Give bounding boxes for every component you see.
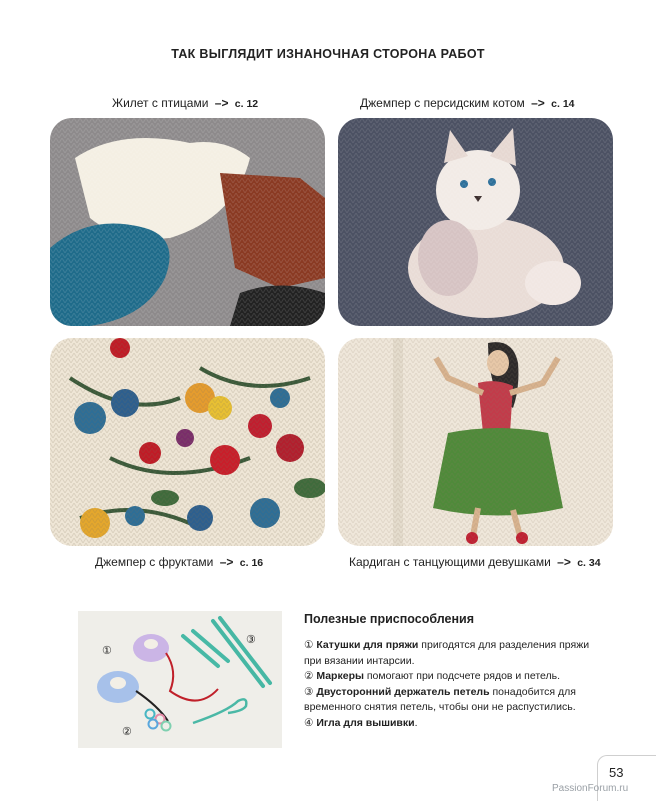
arrow-icon: –> — [531, 96, 545, 110]
caption-text: Кардиган с танцующими девушками — [349, 555, 551, 569]
caption-text: Джемпер с персидским котом — [360, 96, 525, 110]
arrow-icon: –> — [557, 555, 571, 569]
tool-number: ④ — [304, 716, 314, 729]
tool-number: ② — [304, 670, 314, 682]
tool-item — [304, 685, 594, 716]
arrow-icon: –> — [214, 96, 229, 110]
page-number: 53 — [609, 765, 624, 780]
photo-dancing-girl-reverse — [338, 338, 613, 546]
photo-tools — [78, 611, 282, 748]
arrow-icon: –> — [219, 555, 234, 569]
photo-caption-fruits-jumper — [95, 555, 263, 569]
photo-birds-vest-reverse — [50, 118, 325, 326]
tool-number: ① — [304, 639, 314, 651]
page-reference: с. 16 — [239, 557, 264, 569]
section-heading: ТАК ВЫГЛЯДИТ ИЗНАНОЧНАЯ СТОРОНА РАБОТ — [171, 47, 485, 61]
tool-number: ③ — [304, 685, 314, 698]
tools-list — [304, 638, 594, 731]
photo-persian-cat-reverse — [338, 118, 613, 326]
photo-caption-birds-vest — [112, 96, 258, 110]
tool-name: Катушки для пряжи — [316, 639, 419, 651]
photo-fruits-reverse — [50, 338, 325, 546]
tool-description: . — [414, 716, 418, 729]
tool-marker-1: ① — [102, 645, 112, 657]
page-number-box — [597, 755, 656, 801]
photo-caption-cat-jumper — [360, 96, 575, 110]
tool-item — [304, 638, 594, 669]
caption-text: Жилет с птицами — [112, 96, 209, 110]
tool-marker-2: ② — [122, 726, 132, 738]
page-reference: с. 14 — [551, 98, 575, 110]
tool-name: Маркеры — [316, 670, 364, 682]
page-reference: с. 12 — [234, 98, 259, 110]
tool-name: Игла для вышивки — [316, 716, 415, 729]
tool-description: понадобится для временного снятия петель, чтобы они не распустились. — [304, 685, 576, 713]
photo-caption-dancing-cardigan — [349, 555, 601, 569]
tool-description: пригодятся для разделения пряжи при вязании интарсии. — [304, 639, 590, 667]
caption-text: Джемпер с фруктами — [95, 555, 214, 569]
tools-title: Полезные приспособления — [304, 612, 474, 626]
tool-description: помогают при подсчете рядов и петель. — [363, 670, 561, 682]
tool-marker-3: ③ — [246, 634, 256, 646]
tool-name: Двусторонний держатель петель — [316, 685, 490, 698]
watermark: PassionForum.ru — [552, 783, 629, 794]
page-reference: с. 34 — [577, 557, 601, 569]
tool-item — [304, 716, 594, 732]
tool-item — [304, 669, 594, 685]
